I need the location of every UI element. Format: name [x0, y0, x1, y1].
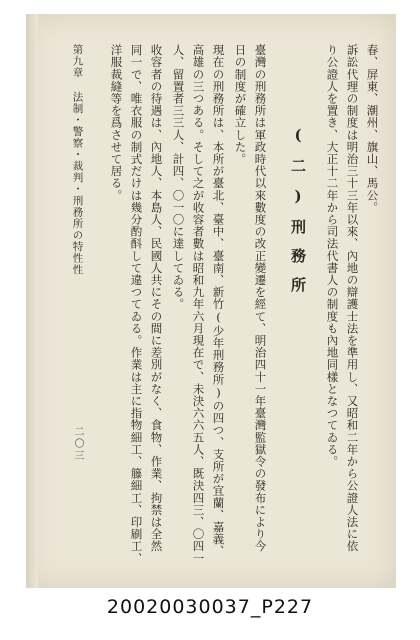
page-edge-shadow — [26, 14, 38, 588]
running-head: 第九章 法制・警察・裁判・刑務所の特性性 — [71, 44, 84, 276]
body-column: 春、屏東、潮州、旗山、馬公。 — [365, 44, 380, 214]
page-number: 二〇三 — [72, 426, 83, 462]
body-column: り公證人を置き、大正十二年から司法代書人の制度も內地同樣となつてゐる。 — [325, 44, 340, 468]
body-column: 收容者の待遇は、內地人、本島人、民國人共にその間に差別がなく、食物、作業、拘禁は全然 — [149, 44, 164, 553]
image-caption: 20020030037_P227 — [106, 596, 314, 618]
body-column: 人、留置者三三人、計四、〇一〇に達してゐる。 — [171, 44, 186, 311]
section-heading: (二)刑務所 — [289, 126, 307, 306]
body-column: 現在の刑務所は、本所が臺北、臺中、臺南、新竹(少年刑務所)の四つ、支所が宜蘭、嘉義、 — [211, 44, 226, 558]
body-column: 同一で、唯衣服の制式だけは幾分酌酙して違つてゐる。作業は主に指物細工、籐細工、印刷工、 — [129, 44, 144, 565]
body-column: 臺灣の刑務所は軍政時代以來數度の改正變遷を經て、明治四十一年臺灣監獄令の發布により今 — [253, 44, 268, 553]
book-page — [26, 14, 396, 588]
body-column: 高雄の三つある。そして之が收容者數は昭和九年六月現在で、未決六六五人、既決四三、〇四一 — [191, 44, 206, 565]
body-column: 訴訟代理の制度は明治三十三年以來、內地の辯護士法を準用し、又昭和二年から公證人法に依 — [345, 44, 360, 553]
body-column: 洋服裁縫等を爲させて居る。 — [109, 44, 124, 202]
body-column: 日の制度が確立した。 — [233, 44, 248, 165]
